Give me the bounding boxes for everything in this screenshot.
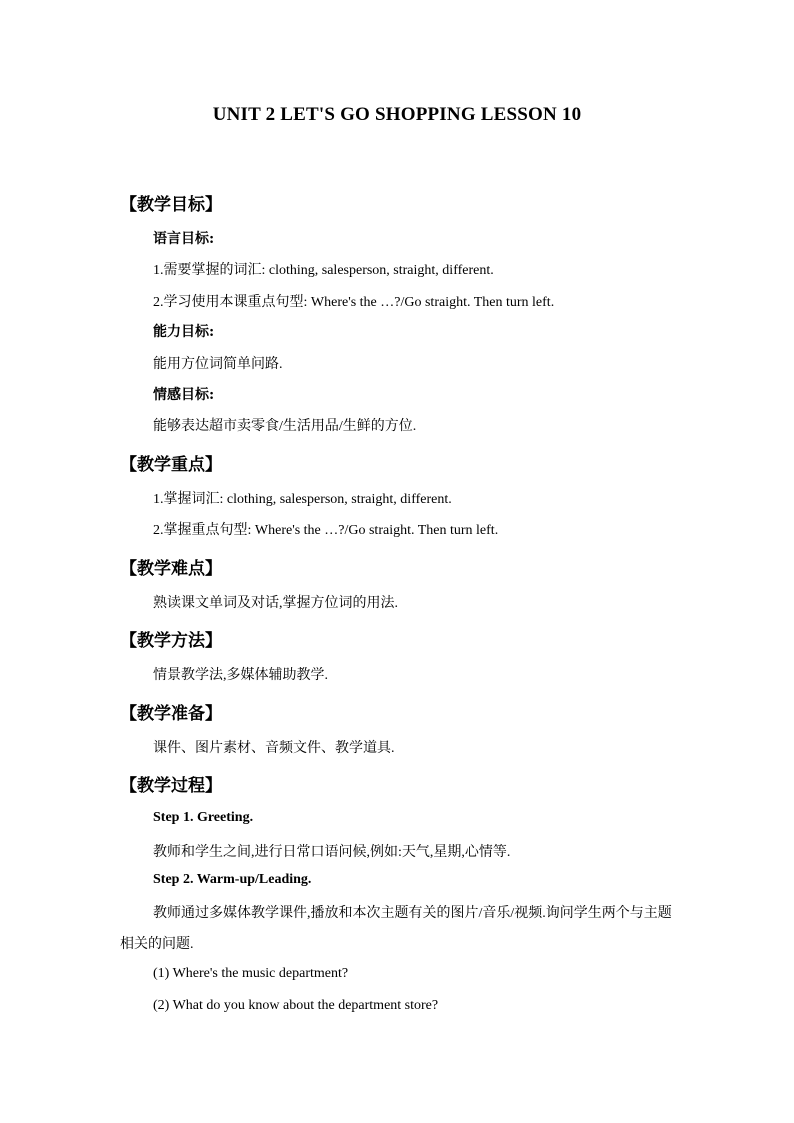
language-objective-2: 2.学习使用本课重点句型: Where's the …?/Go straight. Then turn left. bbox=[153, 295, 555, 310]
key-point-2: 2.掌握重点句型: Where's the …?/Go straight. Then turn left. bbox=[153, 523, 499, 538]
step-1-text: 教师和学生之间,进行日常口语问候,例如:天气,星期,心情等. bbox=[153, 845, 511, 860]
difficulties-heading: 【教学难点】 bbox=[120, 559, 222, 579]
step-2-label: Step 2. Warm-up/Leading. bbox=[153, 872, 312, 887]
key-point-1: 1.掌握词汇: clothing, salesperson, straight, different. bbox=[153, 492, 452, 507]
methods-text: 情景教学法,多媒体辅助教学. bbox=[153, 668, 328, 683]
language-objective-1: 1.需要掌握的词汇: clothing, salesperson, straight, different. bbox=[153, 263, 494, 278]
ability-objective-label: 能力目标: bbox=[153, 324, 215, 340]
emotion-objective-label: 情感目标: bbox=[153, 387, 215, 403]
emotion-objective-text: 能够表达超市卖零食/生活用品/生鲜的方位. bbox=[153, 419, 417, 434]
key-points-heading: 【教学重点】 bbox=[120, 455, 222, 475]
step-2-text: 教师通过多媒体教学课件,播放和本次主题有关的图片/音乐/视频.询问学生两个与主题相关的问题. bbox=[120, 906, 672, 952]
objectives-heading: 【教学目标】 bbox=[120, 195, 222, 215]
preparation-heading: 【教学准备】 bbox=[120, 704, 222, 724]
page-title: UNIT 2 LET'S GO SHOPPING LESSON 10 bbox=[212, 104, 582, 125]
difficulties-text: 熟读课文单词及对话,掌握方位词的用法. bbox=[153, 596, 398, 611]
process-heading: 【教学过程】 bbox=[120, 776, 222, 796]
question-2: (2) What do you know about the department store? bbox=[153, 998, 439, 1013]
methods-heading: 【教学方法】 bbox=[120, 631, 222, 651]
language-objective-label: 语言目标: bbox=[153, 231, 215, 247]
step-1-label: Step 1. Greeting. bbox=[153, 810, 254, 825]
preparation-text: 课件、图片素材、音频文件、教学道具. bbox=[153, 741, 395, 756]
ability-objective-text: 能用方位词简单问路. bbox=[153, 357, 283, 372]
question-1: (1) Where's the music department? bbox=[153, 966, 349, 981]
